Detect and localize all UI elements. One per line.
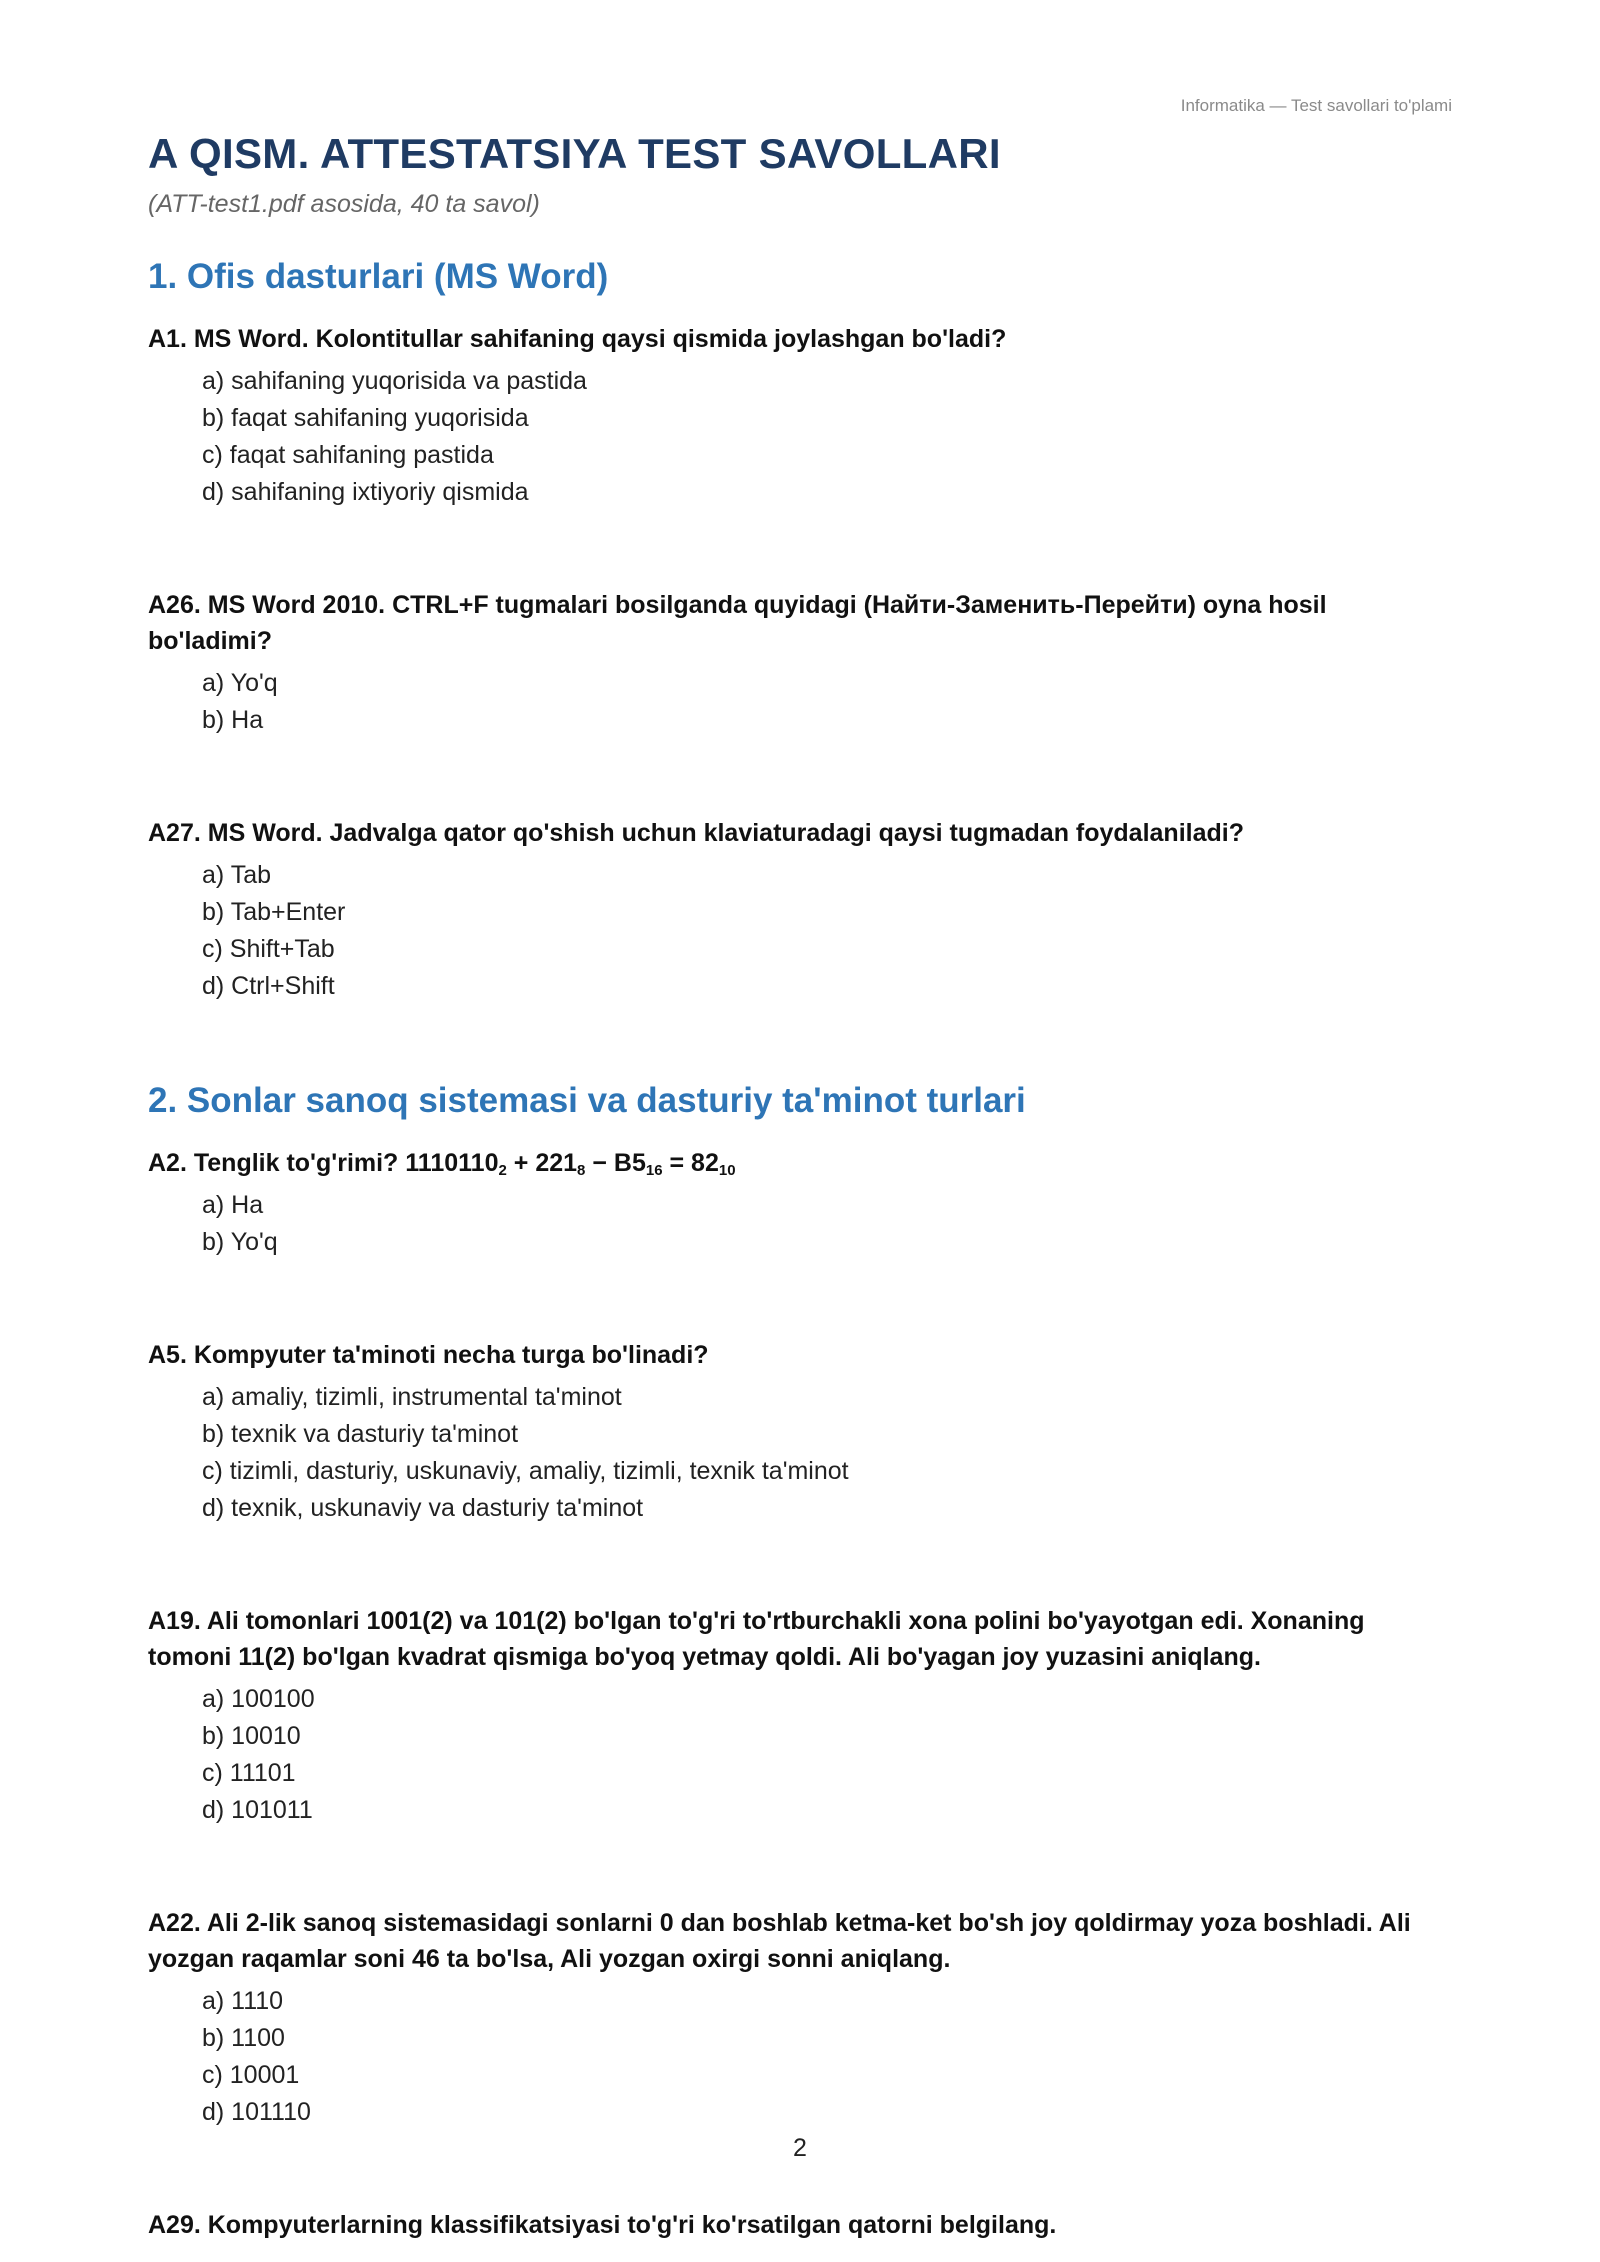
question-a19	[148, 1603, 1448, 1829]
answer-option: c) Shift+Tab	[202, 935, 335, 963]
answer-option: d) 101110	[202, 2098, 311, 2126]
answer-option: a) Tab	[202, 861, 272, 889]
answer-option: c) 11101	[202, 1759, 296, 1787]
answer-option: a) sahifaning yuqorisida va pastida	[202, 367, 587, 395]
question-text: A26. MS Word 2010. CTRL+F tugmalari bosilganda quyidagi (Найти-Заменить-Перейти) oyna hosil bo'ladimi?	[148, 591, 1327, 655]
answer-options	[202, 363, 1448, 511]
page-title: A QISM. ATTESTATSIYA TEST SAVOLLARI	[148, 130, 1001, 177]
question-text: A29. Kompyuterlarning klassifikatsiyasi to'g'ri ko'rsatilgan qatorni belgilang.	[148, 2211, 1057, 2239]
answer-option: b) Tab+Enter	[202, 898, 346, 926]
question-a26	[148, 587, 1448, 739]
question-a5	[148, 1337, 1448, 1527]
answer-options	[202, 1187, 1448, 1261]
section-title: 2. Sonlar sanoq sistemasi va dasturiy ta'minot turlari	[148, 1081, 1026, 1120]
running-header: Informatika — Test savollari to'plami	[1180, 96, 1452, 115]
answer-options	[202, 665, 1448, 739]
answer-option: b) 10010	[202, 1722, 301, 1750]
page-subtitle: (ATT-test1.pdf asosida, 40 ta savol)	[148, 190, 540, 218]
answer-options	[202, 1681, 1448, 1829]
section-title: 1. Ofis dasturlari (MS Word)	[148, 257, 609, 296]
question-text: A22. Ali 2-lik sanoq sistemasidagi sonlarni 0 dan boshlab ketma-ket bo'sh joy qoldirmay yoza boshladi. Ali yozgan raqamlar soni 46 ta bo'lsa, Ali yozgan oxirgi sonni aniqlang.	[148, 1909, 1411, 1973]
page-number: 2	[793, 2134, 807, 2162]
answer-option: a) Ha	[202, 1191, 264, 1219]
answer-option: c) faqat sahifaning pastida	[202, 441, 494, 469]
answer-option: d) Ctrl+Shift	[202, 972, 335, 1000]
question-text: A27. MS Word. Jadvalga qator qo'shish uchun klaviaturadagi qaysi tugmadan foydalaniladi?	[148, 819, 1244, 847]
answer-options	[202, 857, 1448, 1005]
answer-options	[202, 1379, 1448, 1527]
answer-option: d) 101011	[202, 1796, 313, 1824]
answer-option: a) 1110	[202, 1987, 284, 2015]
answer-option: b) faqat sahifaning yuqorisida	[202, 404, 529, 432]
answer-option: d) sahifaning ixtiyoriy qismida	[202, 478, 529, 506]
question-text: A2. Tenglik to'g'rimi? $1110110_2 + 221_8 - B5_{16} = 82_{10}$	[148, 1149, 736, 1179]
answer-option: a) 100100	[202, 1685, 315, 1713]
answer-option: b) Ha	[202, 706, 264, 734]
answer-option: d) texnik, uskunaviy va dasturiy ta'minot	[202, 1494, 644, 1522]
question-text: A19. Ali tomonlari 1001(2) va 101(2) bo'lgan to'g'ri to'rtburchakli xona polini bo'yayotgan edi. Xonaning tomoni 11(2) bo'lgan kvadrat qismiga bo'yoq yetmay qoldi. Ali bo'yagan joy yuzasini aniqlang.	[148, 1607, 1365, 1671]
question-a29	[148, 2207, 1448, 2243]
question-a2	[148, 1145, 1448, 1261]
document-body	[148, 130, 1448, 2243]
question-a22	[148, 1905, 1448, 2131]
answer-option: a) Yo'q	[202, 669, 278, 697]
question-text: A1. MS Word. Kolontitullar sahifaning qaysi qismida joylashgan bo'ladi?	[148, 325, 1007, 353]
answer-option: c) tizimli, dasturiy, uskunaviy, amaliy, tizimli, texnik ta'minot	[202, 1457, 849, 1485]
answer-options	[202, 1983, 1448, 2131]
answer-option: c) 10001	[202, 2061, 300, 2089]
question-a27	[148, 815, 1448, 1005]
answer-option: a) amaliy, tizimli, instrumental ta'minot	[202, 1383, 622, 1411]
answer-option: b) texnik va dasturiy ta'minot	[202, 1420, 519, 1448]
question-text: A5. Kompyuter ta'minoti necha turga bo'linadi?	[148, 1341, 709, 1369]
answer-option: b) Yo'q	[202, 1228, 278, 1256]
answer-option: b) 1100	[202, 2024, 285, 2052]
question-a1	[148, 321, 1448, 511]
